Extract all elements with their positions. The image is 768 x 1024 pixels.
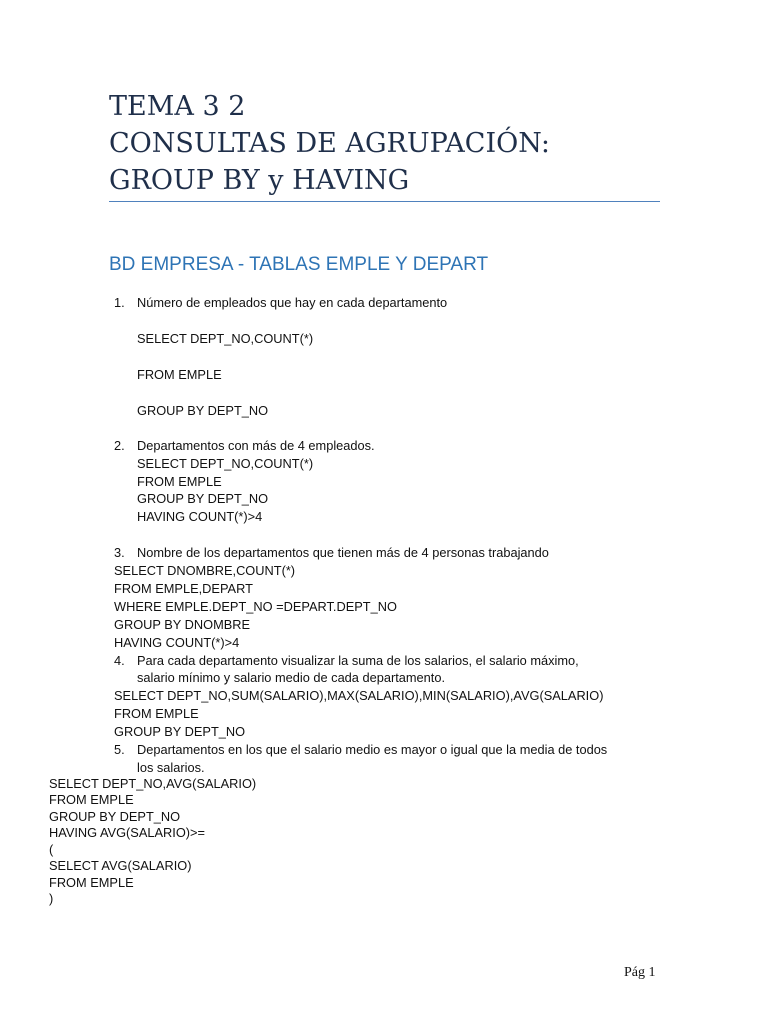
- item-2-sql-line-3: GROUP BY DEPT_NO: [137, 491, 269, 506]
- item-4-number: 4.: [114, 653, 125, 668]
- item-4-sql-line-2: FROM EMPLE: [114, 706, 199, 721]
- item-1-sql-line-1: SELECT DEPT_NO,COUNT(*): [137, 331, 314, 346]
- item-5-sql-line-4: HAVING AVG(SALARIO)>=: [49, 825, 205, 840]
- item-5-sql-line-7: FROM EMPLE: [49, 875, 134, 890]
- item-3-sql-line-2: FROM EMPLE,DEPART: [114, 581, 253, 596]
- item-3-sql-line-5: HAVING COUNT(*)>4: [114, 635, 240, 650]
- item-1-sql-line-3: GROUP BY DEPT_NO: [137, 403, 269, 418]
- page-number: Pág 1: [624, 965, 656, 980]
- item-2-sql-line-2: FROM EMPLE: [137, 474, 222, 489]
- item-5-question-line-1: Departamentos en los que el salario medio es mayor o igual que la media de todos: [137, 742, 608, 757]
- item-3-sql-line-3: WHERE EMPLE.DEPT_NO =DEPART.DEPT_NO: [114, 599, 397, 614]
- item-1-question: Número de empleados que hay en cada departamento: [137, 295, 448, 310]
- item-5-sql-line-3: GROUP BY DEPT_NO: [49, 809, 181, 824]
- item-3-number: 3.: [114, 545, 125, 560]
- title-line-3: GROUP BY y HAVING: [109, 165, 410, 196]
- item-5-sql-line-2: FROM EMPLE: [49, 792, 134, 807]
- item-1-sql-line-2: FROM EMPLE: [137, 367, 222, 382]
- item-3-sql-line-1: SELECT DNOMBRE,COUNT(*): [114, 563, 296, 578]
- item-3-question: Nombre de los departamentos que tienen más de 4 personas trabajando: [137, 545, 549, 560]
- document-title: [109, 88, 669, 199]
- item-1-number: 1.: [114, 295, 125, 310]
- item-2-question: Departamentos con más de 4 empleados.: [137, 438, 375, 453]
- item-2-number: 2.: [114, 438, 125, 453]
- item-4-sql-line-3: GROUP BY DEPT_NO: [114, 724, 246, 739]
- title-divider: [109, 201, 660, 202]
- item-5-sql-line-6: SELECT AVG(SALARIO): [49, 858, 192, 873]
- item-5-sql-line-1: SELECT DEPT_NO,AVG(SALARIO): [49, 776, 257, 791]
- item-3-sql-line-4: GROUP BY DNOMBRE: [114, 617, 251, 632]
- item-5-sql-line-5: (: [49, 842, 54, 857]
- item-5-question-line-2: los salarios.: [137, 760, 205, 775]
- item-5-sql-line-8: ): [49, 891, 54, 906]
- item-4-question-line-2: salario mínimo y salario medio de cada departamento.: [137, 670, 445, 685]
- item-4-question-line-1: Para cada departamento visualizar la suma de los salarios, el salario máximo,: [137, 653, 579, 668]
- title-line-2: CONSULTAS DE AGRUPACIÓN:: [109, 128, 551, 159]
- item-5-number: 5.: [114, 742, 125, 757]
- item-2-sql-line-4: HAVING COUNT(*)>4: [137, 509, 263, 524]
- item-2-sql-line-1: SELECT DEPT_NO,COUNT(*): [137, 456, 314, 471]
- item-4-sql-line-1: SELECT DEPT_NO,SUM(SALARIO),MAX(SALARIO),MIN(SALARIO),AVG(SALARIO): [114, 688, 604, 703]
- section-heading: BD EMPRESA - TABLAS EMPLE Y DEPART: [109, 254, 489, 275]
- title-line-1: TEMA 3 2: [109, 91, 246, 122]
